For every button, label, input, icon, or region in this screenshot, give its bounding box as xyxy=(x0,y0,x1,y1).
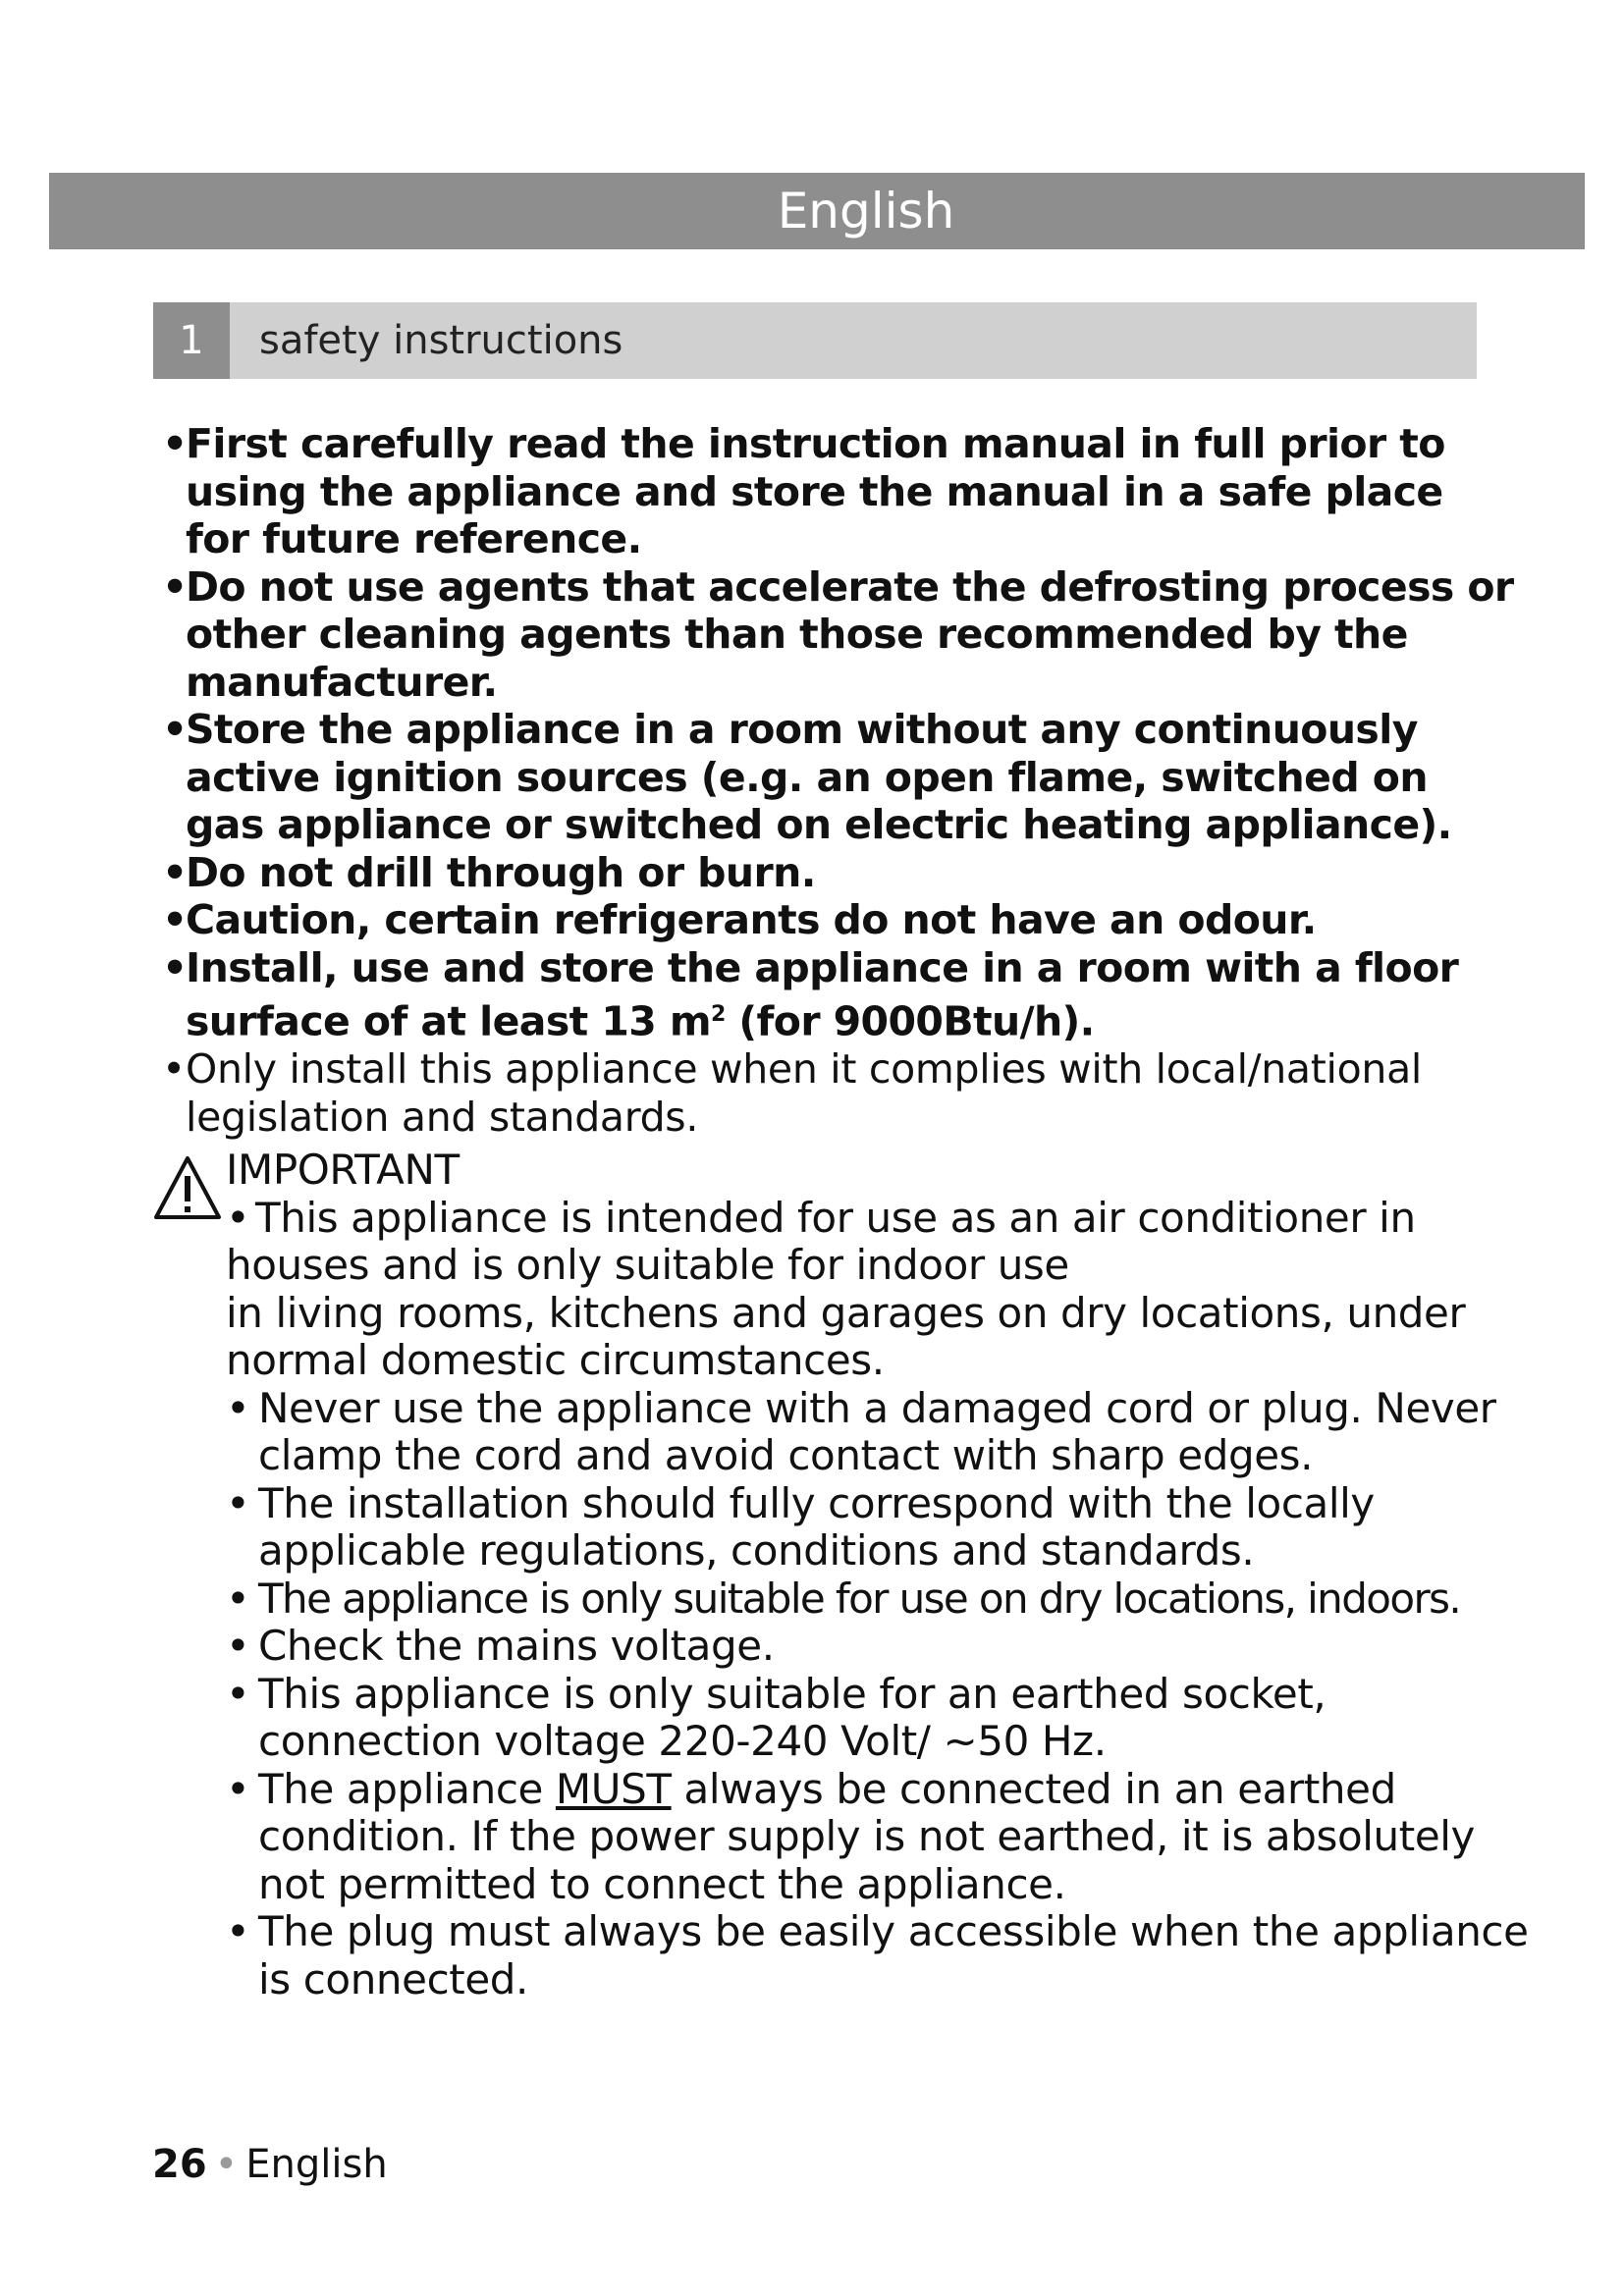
bullet: • xyxy=(162,896,188,943)
item-text: Check the mains voltage. xyxy=(258,1622,775,1670)
important-title: IMPORTANT xyxy=(226,1146,460,1194)
bullet: • xyxy=(226,1669,250,1718)
page-footer xyxy=(152,2140,388,2189)
section-header xyxy=(153,302,1477,379)
language-banner: English xyxy=(49,173,1585,249)
bullet: • xyxy=(226,1764,250,1813)
list-item xyxy=(226,1766,1532,1909)
bullet: • xyxy=(226,1478,250,1527)
list-item xyxy=(152,896,1517,944)
item-text: Do not drill through or burn. xyxy=(186,848,816,896)
bullet: • xyxy=(226,1574,249,1623)
superscript: 2 xyxy=(710,1002,726,1027)
item-text: Only install this appliance when it complies with local/national legislation and standards. xyxy=(186,1045,1422,1141)
list-item xyxy=(226,1671,1532,1766)
bullet: • xyxy=(162,1045,186,1094)
list-item xyxy=(152,706,1517,849)
list-item xyxy=(226,1575,1532,1624)
bullet: • xyxy=(226,1907,250,1955)
intro-line: in living rooms, kitchens and garages on dry locations, under normal domestic circumstances. xyxy=(226,1288,1466,1384)
item-text: Do not use agents that accelerate the defrosting process or other cleaning agents than those recommended by the manufacturer. xyxy=(186,562,1514,706)
list-item xyxy=(152,563,1517,707)
bullet: • xyxy=(162,943,188,991)
section-number: 1 xyxy=(153,302,230,379)
item-text: The plug must always be easily accessible when the appliance is connected. xyxy=(258,1907,1529,2003)
item-text: This appliance is only suitable for an earthed socket, connection voltage 220-240 Volt/ ~50 Hz. xyxy=(258,1669,1326,1765)
bullet: • xyxy=(226,1193,250,1242)
item-text-after: always be connected in an earthed condition. If the power supply is not earthed, it is absolutely not permitted to connect the appliance. xyxy=(258,1764,1476,1908)
list-item xyxy=(152,420,1517,563)
bullet: • xyxy=(162,848,188,896)
item-text: The appliance is only suitable for use on dry locations, indoors. xyxy=(258,1574,1461,1623)
list-item xyxy=(226,1623,1532,1671)
page-number: 26 xyxy=(152,2142,207,2187)
item-text: First carefully read the instruction manual in full prior to using the appliance and store the manual in a safe place for future reference. xyxy=(186,420,1445,562)
footer-separator: • xyxy=(214,2142,239,2187)
list-item xyxy=(226,1480,1532,1575)
item-text: Install, use and store the appliance in a room with a floor surface of at least 13 m xyxy=(186,943,1459,1045)
item-text: The installation should fully correspond with the locally applicable regulations, conditions and standards. xyxy=(258,1478,1375,1575)
intro-line: houses and is only suitable for indoor use xyxy=(226,1241,1069,1289)
item-text: Never use the appliance with a damaged cord or plug. Never clamp the cord and avoid contact with sharp edges. xyxy=(258,1383,1496,1479)
warning-triangle-icon xyxy=(152,1154,223,1223)
bullet: • xyxy=(226,1622,250,1670)
footer-language: English xyxy=(245,2142,388,2187)
important-notice xyxy=(226,1147,1532,2003)
item-text: Store the appliance in a room without any continuously active ignition sources (e.g. an open flame, switched on gas appliance or switched on electric heating appliance). xyxy=(186,706,1452,848)
bullet: • xyxy=(162,706,188,753)
list-item xyxy=(226,1908,1532,2003)
bullet: • xyxy=(162,562,188,611)
important-list xyxy=(226,1385,1532,2004)
section-title: safety instructions xyxy=(259,318,623,363)
list-item xyxy=(152,849,1517,897)
list-item xyxy=(152,1045,1517,1141)
item-text: The appliance xyxy=(258,1764,556,1813)
list-item xyxy=(152,944,1517,1046)
item-text-after: (for 9000Btu/h). xyxy=(725,997,1095,1045)
list-item xyxy=(226,1385,1532,1480)
bullet: • xyxy=(162,420,188,467)
item-text: Caution, certain refrigerants do not have an odour. xyxy=(186,896,1317,943)
intro-text: This appliance is intended for use as an air conditioner in xyxy=(255,1193,1416,1242)
safety-list xyxy=(152,420,1517,1141)
intro-line xyxy=(226,1195,1532,1243)
must-emphasis: MUST xyxy=(555,1764,672,1813)
bullet: • xyxy=(226,1383,250,1432)
